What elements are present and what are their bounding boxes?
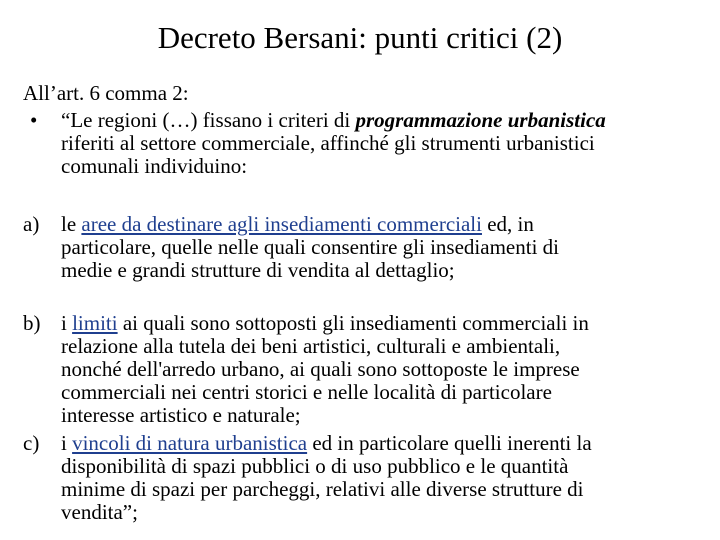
list-item-a-line-1: [61, 213, 701, 236]
list-item-c-rest: ed in particolare quelli inerenti la: [307, 431, 592, 455]
link-vincoli-urbanistica[interactable]: vincoli di natura urbanistica: [72, 431, 308, 455]
bullet-body: [61, 109, 701, 178]
bullet-emphasis: programmazione urbanistica: [355, 108, 606, 132]
list-marker-a: a): [23, 212, 40, 236]
bullet-line-1: [61, 109, 701, 132]
bullet-line-3: comunali individuino:: [61, 154, 248, 178]
list-item-a-line-3: medie e grandi strutture di vendita al dettaglio;: [61, 258, 455, 282]
list-item-a-body: [61, 213, 701, 282]
bullet-marker: •: [30, 108, 38, 132]
list-item-c-prefix: i: [61, 431, 73, 455]
list-item-c-line-4: vendita”;: [61, 500, 138, 524]
slide-title: Decreto Bersani: punti critici (2): [157, 20, 563, 55]
list-item-c-body: [61, 432, 701, 524]
list-item-b-line-1: [61, 312, 701, 335]
list-marker-b: b): [23, 311, 41, 335]
list-item-b-line-5: interesse artistico e naturale;: [61, 403, 301, 427]
link-limiti[interactable]: limiti: [72, 311, 118, 335]
list-item-b-line-2: relazione alla tutela dei beni artistici, culturali e ambientali,: [61, 334, 561, 358]
bullet-line-2: riferiti al settore commerciale, affinché gli strumenti urbanistici: [61, 131, 595, 155]
link-aree-commerciali[interactable]: aree da destinare agli insediamenti commerciali: [81, 212, 482, 236]
list-item-c-line-2: disponibilità di spazi pubblici o di uso pubblico e le quantità: [61, 454, 569, 478]
list-item-a-rest: ed, in: [481, 212, 534, 236]
list-marker-c: c): [23, 431, 40, 455]
intro-text: All’art. 6 comma 2:: [23, 81, 189, 105]
list-item-b-line-3: nonché dell'arredo urbano, ai quali sono sottoposte le imprese: [61, 357, 580, 381]
list-item-c-line-1: [61, 432, 701, 455]
list-item-a-line-2: particolare, quelle nelle quali consentire gli insediamenti di: [61, 235, 559, 259]
list-item-a-prefix: le: [61, 212, 82, 236]
list-item-c-line-3: minime di spazi per parcheggi, relativi alle diverse strutture di: [61, 477, 584, 501]
bullet-text-before: “Le regioni (…) fissano i criteri di: [61, 108, 356, 132]
list-item-b-body: [61, 312, 701, 427]
list-item-b-line-4: commerciali nei centri storici e nelle località di particolare: [61, 380, 552, 404]
list-item-b-prefix: i: [61, 311, 73, 335]
list-item-b-rest: ai quali sono sottoposti gli insediamenti commerciali in: [117, 311, 589, 335]
